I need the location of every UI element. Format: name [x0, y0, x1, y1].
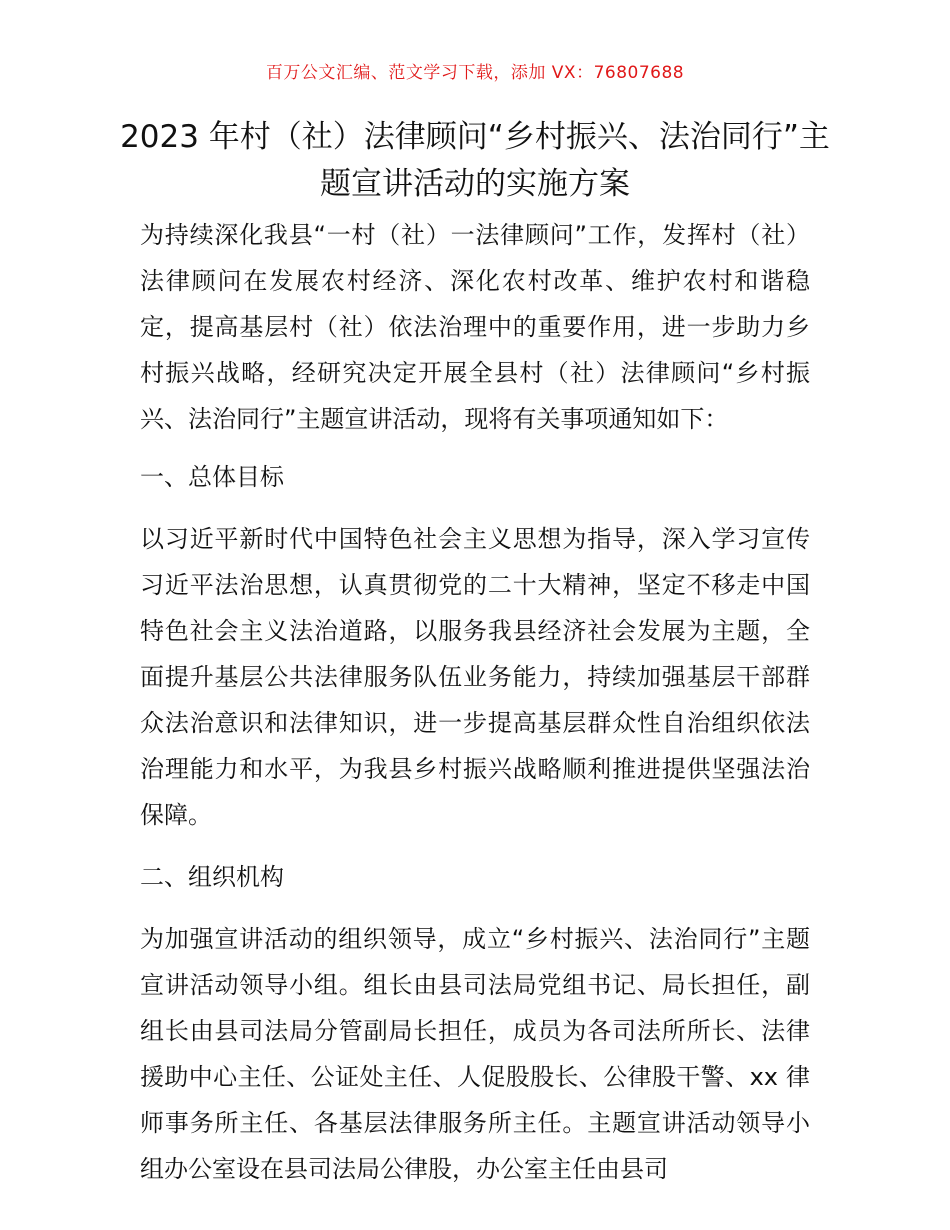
- section-paragraph-organization: 为加强宣讲活动的组织领导，成立“乡村振兴、法治同行”主题宣讲活动领导小组。组长由县司法局党组书记、局长担任，副组长由县司法局分管副局长担任，成员为各司法所所长、法律援助中心主任、公证处主任、人促股股长、公律股干警、xx 律师事务所主任、各基层法律服务所主任。主题宣讲活动领导小组办公室设在县司法局公律股，办公室主任由县司: [140, 925, 810, 1183]
- intro-paragraph: 为持续深化我县“一村（社）一法律顾问”工作，发挥村（社）法律顾问在发展农村经济、深化农村改革、维护农村和谐稳定，提高基层村（社）依法治理中的重要作用，进一步助力乡村振兴战略，经研究决定开展全县村（社）法律顾问“乡村振兴、法治同行”主题宣讲活动，现将有关事项通知如下：: [140, 221, 810, 433]
- promo-banner: 百万公文汇编、范文学习下载，添加 VX：76807688: [265, 63, 685, 83]
- document-body: [140, 212, 810, 1192]
- section-heading-goals: 一、总体目标: [140, 463, 284, 491]
- document-title: 2023 年村（社）法律顾问“乡村振兴、法治同行”主题宣讲活动的实施方案: [120, 119, 830, 202]
- section-paragraph-goals: 以习近平新时代中国特色社会主义思想为指导，深入学习宣传习近平法治思想，认真贯彻党的二十大精神，坚定不移走中国特色社会主义法治道路，以服务我县经济社会发展为主题，全面提升基层公共法律服务队伍业务能力，持续加强基层干部群众法治意识和法律知识，进一步提高基层群众性自治组织依法治理能力和水平，为我县乡村振兴战略顺利推进提供坚强法治保障。: [140, 525, 810, 829]
- section-heading-organization: 二、组织机构: [140, 863, 284, 891]
